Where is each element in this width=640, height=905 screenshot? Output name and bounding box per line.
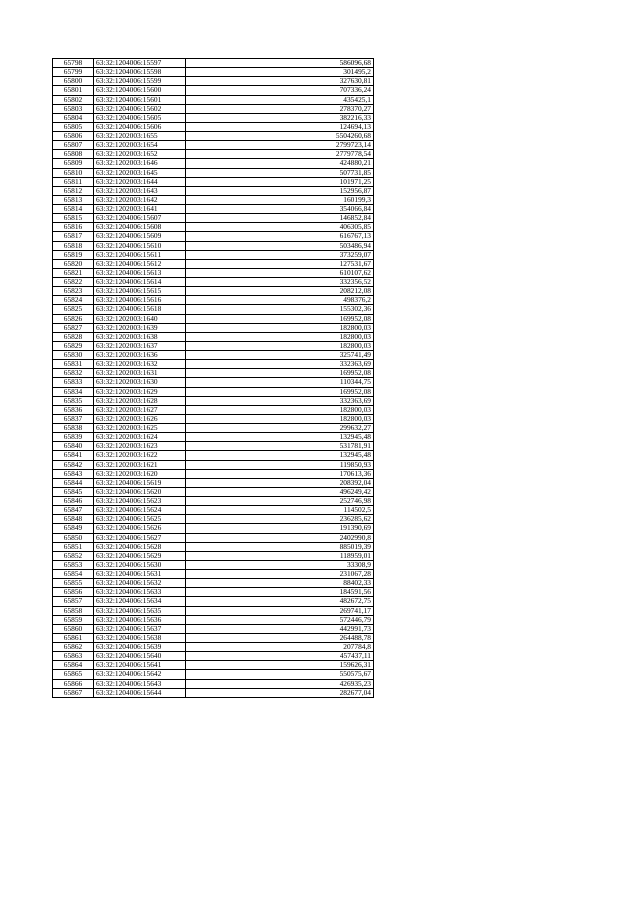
row-number-cell: 65836: [53, 405, 94, 414]
row-number-cell: 65851: [53, 542, 94, 551]
table-row: [53, 378, 374, 387]
cadastral-value-cell: 88402,33: [186, 579, 374, 588]
table-row: [53, 341, 374, 350]
row-number-cell: 65835: [53, 396, 94, 405]
row-number-cell: 65842: [53, 460, 94, 469]
table-row: [53, 588, 374, 597]
cadastral-value-cell: 182800,03: [186, 323, 374, 332]
cadastral-number-cell: 63:32:1204006:15600: [94, 86, 186, 95]
row-number-cell: 65863: [53, 652, 94, 661]
cadastral-value-cell: 301495,2: [186, 68, 374, 77]
cadastral-value-cell: 127531,67: [186, 259, 374, 268]
cadastral-value-cell: 169952,08: [186, 314, 374, 323]
table-row: [53, 652, 374, 661]
table-row: [53, 560, 374, 569]
row-number-cell: 65824: [53, 296, 94, 305]
cadastral-number-cell: 63:32:1204006:15618: [94, 305, 186, 314]
row-number-cell: 65817: [53, 232, 94, 241]
cadastral-number-cell: 63:32:1202003:1641: [94, 205, 186, 214]
row-number-cell: 65798: [53, 59, 94, 68]
cadastral-value-cell: 325741,49: [186, 351, 374, 360]
cadastral-number-cell: 63:32:1202003:1646: [94, 159, 186, 168]
cadastral-number-cell: 63:32:1204006:15632: [94, 579, 186, 588]
row-number-cell: 65857: [53, 597, 94, 606]
cadastral-number-cell: 63:32:1202003:1629: [94, 387, 186, 396]
row-number-cell: 65822: [53, 278, 94, 287]
cadastral-number-cell: 63:32:1202003:1654: [94, 141, 186, 150]
cadastral-number-cell: 63:32:1204006:15609: [94, 232, 186, 241]
row-number-cell: 65821: [53, 268, 94, 277]
table-row: [53, 405, 374, 414]
row-number-cell: 65856: [53, 588, 94, 597]
row-number-cell: 65825: [53, 305, 94, 314]
row-number-cell: 65812: [53, 186, 94, 195]
row-number-cell: 65810: [53, 168, 94, 177]
cadastral-number-cell: 63:32:1202003:1637: [94, 341, 186, 350]
cadastral-number-cell: 63:32:1204006:15598: [94, 68, 186, 77]
cadastral-number-cell: 63:32:1202003:1624: [94, 433, 186, 442]
cadastral-value-cell: 152956,87: [186, 186, 374, 195]
cadastral-number-cell: 63:32:1204006:15635: [94, 606, 186, 615]
cadastral-value-cell: 373259,07: [186, 250, 374, 259]
table-row: [53, 250, 374, 259]
cadastral-number-cell: 63:32:1204006:15631: [94, 570, 186, 579]
row-number-cell: 65818: [53, 241, 94, 250]
cadastral-value-cell: 132945,48: [186, 433, 374, 442]
cadastral-number-cell: 63:32:1204006:15638: [94, 633, 186, 642]
cadastral-number-cell: 63:32:1204006:15627: [94, 533, 186, 542]
cadastral-value-cell: 169952,08: [186, 387, 374, 396]
table-row: [53, 387, 374, 396]
cadastral-number-cell: 63:32:1204006:15612: [94, 259, 186, 268]
cadastral-value-cell: 507731,85: [186, 168, 374, 177]
cadastral-value-cell: 2799723,14: [186, 141, 374, 150]
cadastral-number-cell: 63:32:1202003:1632: [94, 360, 186, 369]
cadastral-value-cell: 159626,31: [186, 661, 374, 670]
row-number-cell: 65806: [53, 132, 94, 141]
cadastral-number-cell: 63:32:1204006:15634: [94, 597, 186, 606]
cadastral-value-cell: 586096,68: [186, 59, 374, 68]
table-row: [53, 524, 374, 533]
cadastral-number-cell: 63:32:1204006:15641: [94, 661, 186, 670]
cadastral-number-cell: 63:32:1204006:15625: [94, 515, 186, 524]
cadastral-number-cell: 63:32:1204006:15642: [94, 670, 186, 679]
table-row: [53, 661, 374, 670]
cadastral-number-cell: 63:32:1204006:15620: [94, 487, 186, 496]
row-number-cell: 65845: [53, 487, 94, 496]
cadastral-number-cell: 63:32:1204006:15640: [94, 652, 186, 661]
table-row: [53, 606, 374, 615]
table-row: [53, 688, 374, 697]
table-row: [53, 506, 374, 515]
cadastral-number-cell: 63:32:1204006:15610: [94, 241, 186, 250]
row-number-cell: 65847: [53, 506, 94, 515]
row-number-cell: 65867: [53, 688, 94, 697]
row-number-cell: 65849: [53, 524, 94, 533]
cadastral-number-cell: 63:32:1202003:1628: [94, 396, 186, 405]
cadastral-number-cell: 63:32:1202003:1621: [94, 460, 186, 469]
table-row: [53, 360, 374, 369]
row-number-cell: 65864: [53, 661, 94, 670]
row-number-cell: 65839: [53, 433, 94, 442]
cadastral-value-cell: 426935,23: [186, 679, 374, 688]
cadastral-number-cell: 63:32:1202003:1652: [94, 150, 186, 159]
cadastral-value-cell: 610107,62: [186, 268, 374, 277]
row-number-cell: 65803: [53, 104, 94, 113]
table-row: [53, 332, 374, 341]
table-row: [53, 113, 374, 122]
row-number-cell: 65848: [53, 515, 94, 524]
cadastral-value-cell: 442991,73: [186, 624, 374, 633]
cadastral-number-cell: 63:32:1204006:15602: [94, 104, 186, 113]
table-row: [53, 150, 374, 159]
cadastral-number-cell: 63:32:1204006:15601: [94, 95, 186, 104]
table-row: [53, 278, 374, 287]
cadastral-value-cell: 33308,9: [186, 560, 374, 569]
cadastral-number-cell: 63:32:1202003:1626: [94, 414, 186, 423]
table-row: [53, 478, 374, 487]
cadastral-value-cell: 236285,62: [186, 515, 374, 524]
table-row: [53, 615, 374, 624]
table-row: [53, 296, 374, 305]
table-row: [53, 396, 374, 405]
cadastral-number-cell: 63:32:1204006:15599: [94, 77, 186, 86]
cadastral-number-cell: 63:32:1204006:15611: [94, 250, 186, 259]
table-row: [53, 542, 374, 551]
cadastral-value-cell: 482672,75: [186, 597, 374, 606]
cadastral-number-cell: 63:32:1204006:15606: [94, 122, 186, 131]
cadastral-value-cell: 114502,5: [186, 506, 374, 515]
table-row: [53, 469, 374, 478]
row-number-cell: 65865: [53, 670, 94, 679]
cadastral-number-cell: 63:32:1204006:15613: [94, 268, 186, 277]
row-number-cell: 65862: [53, 643, 94, 652]
cadastral-number-cell: 63:32:1204006:15623: [94, 497, 186, 506]
cadastral-number-cell: 63:32:1204006:15644: [94, 688, 186, 697]
cadastral-number-cell: 63:32:1202003:1640: [94, 314, 186, 323]
table-row: [53, 551, 374, 560]
table-row: [53, 451, 374, 460]
cadastral-number-cell: 63:32:1204006:15615: [94, 287, 186, 296]
table-row: [53, 305, 374, 314]
cadastral-value-cell: 118959,01: [186, 551, 374, 560]
cadastral-value-cell: 264488,78: [186, 633, 374, 642]
table-row: [53, 104, 374, 113]
cadastral-value-cell: 208212,08: [186, 287, 374, 296]
row-number-cell: 65846: [53, 497, 94, 506]
row-number-cell: 65843: [53, 469, 94, 478]
row-number-cell: 65813: [53, 195, 94, 204]
cadastral-number-cell: 63:32:1204006:15630: [94, 560, 186, 569]
row-number-cell: 65814: [53, 205, 94, 214]
cadastral-value-cell: 155302,36: [186, 305, 374, 314]
cadastral-value-cell: 332356,52: [186, 278, 374, 287]
table-row: [53, 59, 374, 68]
cadastral-value-cell: 182800,03: [186, 405, 374, 414]
cadastral-number-cell: 63:32:1204006:15643: [94, 679, 186, 688]
cadastral-number-cell: 63:32:1202003:1622: [94, 451, 186, 460]
cadastral-value-cell: 5504260,68: [186, 132, 374, 141]
table-body: [53, 59, 374, 698]
table-row: [53, 460, 374, 469]
cadastral-value-cell: 146852,84: [186, 214, 374, 223]
table-row: [53, 122, 374, 131]
row-number-cell: 65841: [53, 451, 94, 460]
row-number-cell: 65804: [53, 113, 94, 122]
table-row: [53, 232, 374, 241]
row-number-cell: 65801: [53, 86, 94, 95]
table-row: [53, 168, 374, 177]
cadastral-value-cell: 182800,03: [186, 414, 374, 423]
table-row: [53, 424, 374, 433]
row-number-cell: 65861: [53, 633, 94, 642]
cadastral-number-cell: 63:32:1202003:1636: [94, 351, 186, 360]
cadastral-value-cell: 572446,79: [186, 615, 374, 624]
row-number-cell: 65860: [53, 624, 94, 633]
cadastral-number-cell: 63:32:1202003:1644: [94, 177, 186, 186]
table-row: [53, 414, 374, 423]
cadastral-value-cell: 496249,42: [186, 487, 374, 496]
table-row: [53, 314, 374, 323]
row-number-cell: 65855: [53, 579, 94, 588]
cadastral-value-cell: 707336,24: [186, 86, 374, 95]
table-row: [53, 515, 374, 524]
table-row: [53, 95, 374, 104]
cadastral-value-cell: 231067,28: [186, 570, 374, 579]
table-row: [53, 624, 374, 633]
cadastral-number-cell: 63:32:1204006:15605: [94, 113, 186, 122]
cadastral-value-cell: 282677,04: [186, 688, 374, 697]
cadastral-number-cell: 63:32:1204006:15639: [94, 643, 186, 652]
table-row: [53, 597, 374, 606]
table-row: [53, 159, 374, 168]
cadastral-number-cell: 63:32:1202003:1631: [94, 369, 186, 378]
cadastral-value-cell: 616767,13: [186, 232, 374, 241]
cadastral-number-cell: 63:32:1202003:1638: [94, 332, 186, 341]
cadastral-number-cell: 63:32:1202003:1627: [94, 405, 186, 414]
cadastral-number-cell: 63:32:1202003:1630: [94, 378, 186, 387]
table-row: [53, 633, 374, 642]
table-row: [53, 670, 374, 679]
row-number-cell: 65859: [53, 615, 94, 624]
cadastral-value-cell: 191390,69: [186, 524, 374, 533]
row-number-cell: 65827: [53, 323, 94, 332]
table-row: [53, 268, 374, 277]
cadastral-number-cell: 63:32:1202003:1645: [94, 168, 186, 177]
row-number-cell: 65802: [53, 95, 94, 104]
row-number-cell: 65808: [53, 150, 94, 159]
cadastral-number-cell: 63:32:1204006:15636: [94, 615, 186, 624]
cadastral-value-cell: 182800,03: [186, 341, 374, 350]
table-row: [53, 205, 374, 214]
table-row: [53, 77, 374, 86]
cadastral-value-cell: 208392,04: [186, 478, 374, 487]
cadastral-value-cell: 457437,11: [186, 652, 374, 661]
table-row: [53, 579, 374, 588]
cadastral-value-cell: 269741,17: [186, 606, 374, 615]
cadastral-number-cell: 63:32:1202003:1623: [94, 442, 186, 451]
row-number-cell: 65819: [53, 250, 94, 259]
cadastral-number-cell: 63:32:1204006:15637: [94, 624, 186, 633]
cadastral-value-cell: 182800,03: [186, 332, 374, 341]
table-row: [53, 442, 374, 451]
cadastral-value-cell: 435425,1: [186, 95, 374, 104]
cadastral-number-cell: 63:32:1204006:15633: [94, 588, 186, 597]
row-number-cell: 65833: [53, 378, 94, 387]
cadastral-value-cell: 382216,33: [186, 113, 374, 122]
table-row: [53, 223, 374, 232]
cadastral-value-cell: 2402990,8: [186, 533, 374, 542]
table-row: [53, 68, 374, 77]
table-row: [53, 141, 374, 150]
table-row: [53, 487, 374, 496]
row-number-cell: 65816: [53, 223, 94, 232]
table-row: [53, 132, 374, 141]
cadastral-value-table: [52, 58, 374, 698]
row-number-cell: 65815: [53, 214, 94, 223]
cadastral-number-cell: 63:32:1202003:1642: [94, 195, 186, 204]
cadastral-value-cell: 531781,91: [186, 442, 374, 451]
cadastral-number-cell: 63:32:1204006:15616: [94, 296, 186, 305]
row-number-cell: 65852: [53, 551, 94, 560]
row-number-cell: 65805: [53, 122, 94, 131]
cadastral-value-cell: 406305,85: [186, 223, 374, 232]
row-number-cell: 65829: [53, 341, 94, 350]
row-number-cell: 65850: [53, 533, 94, 542]
cadastral-value-cell: 169952,08: [186, 369, 374, 378]
cadastral-number-cell: 63:32:1204006:15614: [94, 278, 186, 287]
cadastral-value-cell: 327630,81: [186, 77, 374, 86]
cadastral-number-cell: 63:32:1202003:1620: [94, 469, 186, 478]
cadastral-value-cell: 299632,27: [186, 424, 374, 433]
cadastral-number-cell: 63:32:1202003:1655: [94, 132, 186, 141]
cadastral-value-cell: 119850,93: [186, 460, 374, 469]
cadastral-value-cell: 278370,27: [186, 104, 374, 113]
cadastral-number-cell: 63:32:1202003:1643: [94, 186, 186, 195]
row-number-cell: 65832: [53, 369, 94, 378]
row-number-cell: 65853: [53, 560, 94, 569]
row-number-cell: 65828: [53, 332, 94, 341]
cadastral-value-cell: 424880,21: [186, 159, 374, 168]
table-row: [53, 433, 374, 442]
table-row: [53, 186, 374, 195]
cadastral-value-cell: 332363,69: [186, 396, 374, 405]
cadastral-number-cell: 63:32:1204006:15619: [94, 478, 186, 487]
cadastral-number-cell: 63:32:1204006:15624: [94, 506, 186, 515]
cadastral-value-cell: 2779778,54: [186, 150, 374, 159]
cadastral-value-cell: 252746,98: [186, 497, 374, 506]
cadastral-value-cell: 110344,75: [186, 378, 374, 387]
cadastral-number-cell: 63:32:1204006:15597: [94, 59, 186, 68]
row-number-cell: 65830: [53, 351, 94, 360]
row-number-cell: 65811: [53, 177, 94, 186]
cadastral-value-cell: 503486,94: [186, 241, 374, 250]
cadastral-value-cell: 885019,39: [186, 542, 374, 551]
table-row: [53, 570, 374, 579]
row-number-cell: 65834: [53, 387, 94, 396]
row-number-cell: 65831: [53, 360, 94, 369]
cadastral-value-cell: 132945,48: [186, 451, 374, 460]
row-number-cell: 65837: [53, 414, 94, 423]
row-number-cell: 65809: [53, 159, 94, 168]
row-number-cell: 65799: [53, 68, 94, 77]
cadastral-number-cell: 63:32:1202003:1625: [94, 424, 186, 433]
cadastral-number-cell: 63:32:1204006:15626: [94, 524, 186, 533]
row-number-cell: 65844: [53, 478, 94, 487]
cadastral-number-cell: 63:32:1204006:15607: [94, 214, 186, 223]
cadastral-value-cell: 124694,13: [186, 122, 374, 131]
cadastral-value-cell: 550575,67: [186, 670, 374, 679]
table-row: [53, 287, 374, 296]
cadastral-value-cell: 332363,69: [186, 360, 374, 369]
table-row: [53, 679, 374, 688]
table-row: [53, 195, 374, 204]
row-number-cell: 65840: [53, 442, 94, 451]
row-number-cell: 65866: [53, 679, 94, 688]
table-row: [53, 177, 374, 186]
row-number-cell: 65854: [53, 570, 94, 579]
cadastral-value-cell: 207784,8: [186, 643, 374, 652]
table-row: [53, 259, 374, 268]
cadastral-value-cell: 160199,3: [186, 195, 374, 204]
table-row: [53, 533, 374, 542]
cadastral-number-cell: 63:32:1204006:15628: [94, 542, 186, 551]
cadastral-value-cell: 354066,84: [186, 205, 374, 214]
cadastral-value-cell: 184591,56: [186, 588, 374, 597]
cadastral-value-cell: 101971,25: [186, 177, 374, 186]
cadastral-value-cell: 170613,36: [186, 469, 374, 478]
table-row: [53, 241, 374, 250]
row-number-cell: 65820: [53, 259, 94, 268]
row-number-cell: 65838: [53, 424, 94, 433]
row-number-cell: 65823: [53, 287, 94, 296]
table-row: [53, 86, 374, 95]
cadastral-number-cell: 63:32:1202003:1639: [94, 323, 186, 332]
table-row: [53, 351, 374, 360]
table-row: [53, 323, 374, 332]
table-row: [53, 369, 374, 378]
table-row: [53, 497, 374, 506]
table-row: [53, 643, 374, 652]
cadastral-value-cell: 498376,2: [186, 296, 374, 305]
row-number-cell: 65800: [53, 77, 94, 86]
row-number-cell: 65826: [53, 314, 94, 323]
cadastral-number-cell: 63:32:1204006:15608: [94, 223, 186, 232]
row-number-cell: 65858: [53, 606, 94, 615]
cadastral-number-cell: 63:32:1204006:15629: [94, 551, 186, 560]
table-row: [53, 214, 374, 223]
row-number-cell: 65807: [53, 141, 94, 150]
